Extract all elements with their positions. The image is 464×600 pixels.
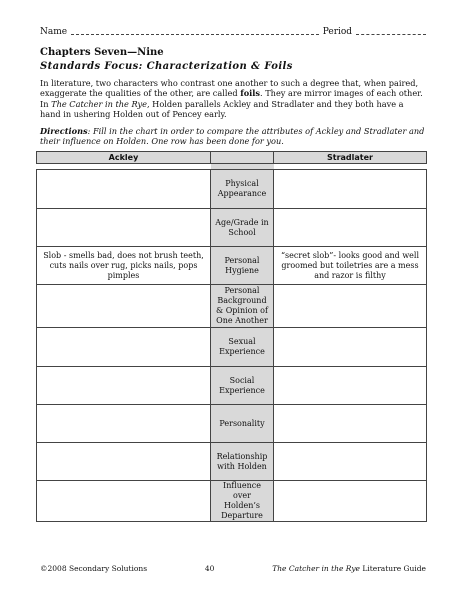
- middle-column-header: [211, 152, 274, 164]
- directions-paragraph: Directions: Fill in the chart in order to compare the attributes of Ackley and Stradlater and their influence on Holden. One row has been done for you.: [40, 126, 425, 147]
- stradlater-cell[interactable]: [274, 328, 427, 367]
- table-row: [37, 285, 427, 328]
- table-row: [37, 405, 427, 443]
- attribute-cell: Physical Appearance: [211, 170, 274, 209]
- ackley-cell[interactable]: [37, 443, 211, 481]
- stradlater-cell[interactable]: [274, 285, 427, 328]
- period-blank[interactable]: [356, 33, 426, 35]
- name-label: Name: [40, 27, 68, 37]
- directions-label: Directions: [40, 126, 88, 136]
- page-title: Chapters Seven—Nine: [40, 47, 164, 58]
- intro-paragraph: In literature, two characters who contrast one another to such a degree that, when paired, exaggerate the qualities of the other, are called foils. They are mirror images of each other. In The Catcher in the Rye, Holden parallels Ackley and Stradlater and they both have a hand in ushering Holden out of Pencey early.: [40, 78, 423, 120]
- table-row: [37, 247, 427, 285]
- guide-title: The Catcher in the Rye Literature Guide: [272, 564, 426, 573]
- attribute-cell: Personal Hygiene: [211, 247, 274, 285]
- table-row: [37, 481, 427, 522]
- foils-term: foils: [240, 88, 261, 99]
- table-row: [37, 328, 427, 367]
- page-subtitle: Standards Focus: Characterization & Foils: [40, 61, 293, 72]
- attribute-cell: Personal Background & Opinion of One Another: [211, 285, 274, 328]
- name-blank[interactable]: [71, 33, 319, 35]
- ackley-column-header: Ackley: [37, 152, 211, 164]
- attribute-cell: Social Experience: [211, 367, 274, 405]
- stradlater-cell[interactable]: [274, 209, 427, 247]
- attribute-cell: Age/Grade in School: [211, 209, 274, 247]
- page-footer: [40, 564, 426, 573]
- page-number: 40: [204, 564, 215, 573]
- attribute-cell: Relationship with Holden: [211, 443, 274, 481]
- header-line: [40, 27, 430, 37]
- ackley-cell[interactable]: [37, 481, 211, 522]
- ackley-cell[interactable]: [37, 328, 211, 367]
- attribute-cell: Sexual Experience: [211, 328, 274, 367]
- ackley-cell[interactable]: Slob - smells bad, does not brush teeth, cuts nails over rug, picks nails, pops pimples: [37, 247, 211, 285]
- ackley-cell[interactable]: [37, 170, 211, 209]
- table-row: [37, 209, 427, 247]
- ackley-cell[interactable]: [37, 405, 211, 443]
- period-label: Period: [322, 27, 353, 37]
- chart-header-row: [37, 152, 427, 164]
- attribute-cell: Personality: [211, 405, 274, 443]
- attribute-cell: Influence over Holden’s Departure: [211, 481, 274, 522]
- stradlater-cell[interactable]: “secret slob”- looks good and well groomed but toiletries are a mess and razor is filthy: [274, 247, 427, 285]
- stradlater-column-header: Stradlater: [274, 152, 427, 164]
- stradlater-cell[interactable]: [274, 443, 427, 481]
- ackley-cell[interactable]: [37, 209, 211, 247]
- stradlater-cell[interactable]: [274, 367, 427, 405]
- stradlater-cell[interactable]: [274, 405, 427, 443]
- comparison-chart: [36, 151, 427, 522]
- ackley-cell[interactable]: [37, 367, 211, 405]
- book-title: The Catcher in the Rye: [51, 98, 147, 109]
- ackley-cell[interactable]: [37, 285, 211, 328]
- stradlater-cell[interactable]: [274, 481, 427, 522]
- stradlater-cell[interactable]: [274, 170, 427, 209]
- table-row: [37, 170, 427, 209]
- copyright-text: ©2008 Secondary Solutions: [40, 564, 148, 573]
- table-row: [37, 443, 427, 481]
- table-row: [37, 367, 427, 405]
